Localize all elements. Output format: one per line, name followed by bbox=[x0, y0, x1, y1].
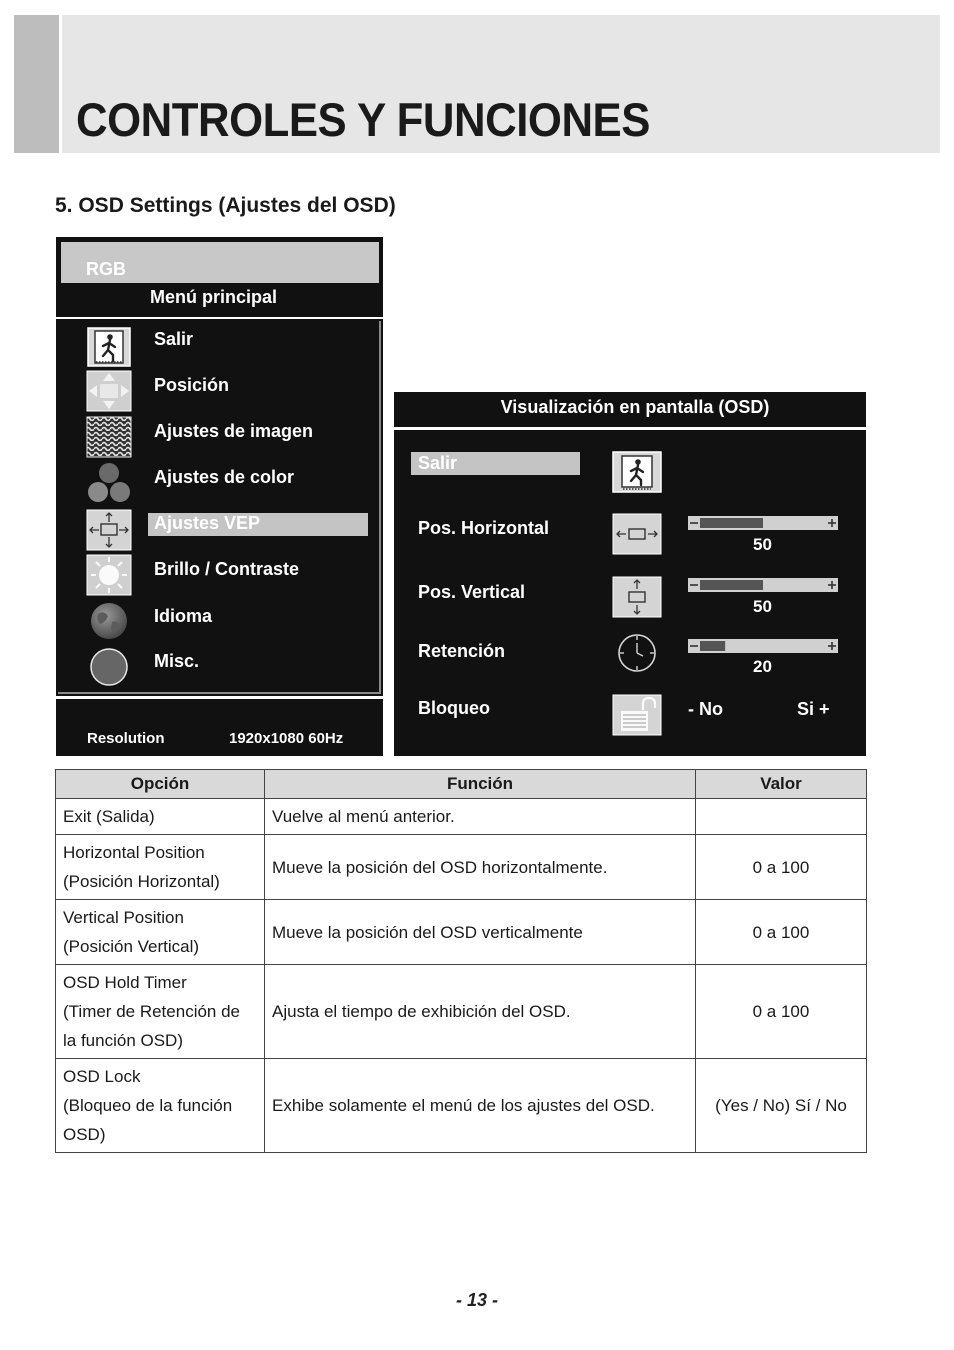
menu-item-misc[interactable]: Misc. bbox=[154, 651, 200, 671]
menu-item-idioma[interactable]: Idioma bbox=[154, 606, 213, 626]
option-line: (Bloqueo de la función bbox=[63, 1096, 233, 1115]
option-cell bbox=[56, 1059, 265, 1153]
menu-item-color[interactable]: Ajustes de color bbox=[154, 467, 295, 487]
option-line: OSD Lock bbox=[63, 1067, 141, 1086]
option-cell bbox=[56, 965, 265, 1059]
color-circles-icon bbox=[86, 462, 132, 504]
horizontal-position-icon bbox=[612, 513, 662, 555]
option-cell bbox=[56, 835, 265, 900]
menu-item-salir[interactable]: Salir bbox=[154, 329, 194, 349]
vertical-slider-fill bbox=[700, 580, 763, 590]
value-cell: 0 a 100 bbox=[696, 835, 867, 900]
table-row bbox=[56, 799, 867, 835]
sun-icon bbox=[86, 554, 132, 596]
value-cell: (Yes / No) Sí / No bbox=[696, 1059, 867, 1153]
table-header-row bbox=[56, 770, 867, 799]
lock-option-no[interactable]: - No bbox=[688, 699, 723, 719]
table-row bbox=[56, 1059, 867, 1153]
option-line: la función OSD) bbox=[63, 1031, 183, 1050]
horizontal-slider[interactable] bbox=[688, 516, 838, 530]
vertical-slider[interactable] bbox=[688, 578, 838, 592]
header-side-block bbox=[14, 15, 59, 153]
option-line: (Posición Vertical) bbox=[63, 937, 200, 956]
menu-item-brillo[interactable]: Brillo / Contraste bbox=[154, 559, 300, 579]
resolution-bar bbox=[56, 699, 383, 756]
image-pattern-icon bbox=[86, 416, 132, 458]
option-cell bbox=[56, 900, 265, 965]
function-cell: Ajusta el tiempo de exhibición del OSD. bbox=[265, 965, 696, 1059]
option-line: (Timer de Retención de bbox=[63, 1002, 241, 1021]
retention-value: 20 bbox=[753, 657, 772, 676]
osd-item-salir[interactable]: Salir bbox=[418, 453, 458, 473]
main-menu-title: Menú principal bbox=[150, 287, 278, 307]
option-line: Exit (Salida) bbox=[63, 807, 155, 826]
option-line: OSD) bbox=[63, 1125, 106, 1144]
option-line: (Posición Horizontal) bbox=[63, 872, 220, 891]
option-line: Horizontal Position bbox=[63, 843, 205, 862]
option-cell bbox=[56, 799, 265, 835]
globe-icon bbox=[86, 600, 132, 642]
resolution-label: Resolution bbox=[87, 730, 165, 747]
exit-icon bbox=[86, 326, 132, 368]
osd-item-bloqueo[interactable]: Bloqueo bbox=[418, 698, 490, 718]
misc-circle-icon bbox=[86, 646, 132, 688]
clock-icon bbox=[612, 632, 662, 674]
vertical-position-icon bbox=[612, 576, 662, 618]
exit-icon bbox=[612, 451, 662, 493]
menu-item-imagen[interactable]: Ajustes de imagen bbox=[154, 421, 314, 441]
value-cell: 0 a 100 bbox=[696, 965, 867, 1059]
column-header-funcion: Función bbox=[265, 770, 696, 799]
function-cell: Exhibe solamente el menú de los ajustes del OSD. bbox=[265, 1059, 696, 1153]
menu-item-posicion[interactable]: Posición bbox=[154, 375, 230, 395]
page-number: - 13 - bbox=[455, 1290, 498, 1310]
column-header-valor: Valor bbox=[696, 770, 867, 799]
lock-option-si[interactable]: Si + bbox=[797, 699, 830, 719]
section-title: 5. OSD Settings (Ajustes del OSD) bbox=[55, 194, 396, 217]
column-header-opcion: Opción bbox=[56, 770, 265, 799]
table-row bbox=[56, 900, 867, 965]
source-label: RGB bbox=[86, 259, 126, 279]
osd-item-retencion[interactable]: Retención bbox=[418, 641, 506, 661]
horizontal-value: 50 bbox=[753, 535, 772, 554]
menu-item-vep[interactable]: Ajustes VEP bbox=[154, 513, 261, 533]
vertical-value: 50 bbox=[753, 597, 772, 616]
settings-table bbox=[55, 769, 867, 1153]
retention-slider-fill bbox=[700, 641, 725, 651]
function-cell: Mueve la posición del OSD horizontalmente. bbox=[265, 835, 696, 900]
option-line: Vertical Position bbox=[63, 908, 184, 927]
function-cell: Mueve la posición del OSD verticalmente bbox=[265, 900, 696, 965]
resolution-value: 1920x1080 60Hz bbox=[229, 730, 344, 747]
value-cell bbox=[696, 799, 867, 835]
osd-item-vertical[interactable]: Pos. Vertical bbox=[418, 582, 526, 602]
retention-slider[interactable] bbox=[688, 639, 838, 653]
osd-item-horizontal[interactable]: Pos. Horizontal bbox=[418, 518, 550, 538]
osd-title: Visualización en pantalla (OSD) bbox=[500, 397, 770, 417]
table-row bbox=[56, 835, 867, 900]
function-cell: Vuelve al menú anterior. bbox=[265, 799, 696, 835]
vep-icon bbox=[86, 509, 132, 551]
value-cell: 0 a 100 bbox=[696, 900, 867, 965]
padlock-icon bbox=[612, 694, 662, 736]
option-line: OSD Hold Timer bbox=[63, 973, 187, 992]
position-arrows-icon bbox=[86, 370, 132, 412]
horizontal-slider-fill bbox=[700, 518, 763, 528]
page-title: CONTROLES Y FUNCIONES bbox=[76, 93, 650, 146]
table-row bbox=[56, 965, 867, 1059]
